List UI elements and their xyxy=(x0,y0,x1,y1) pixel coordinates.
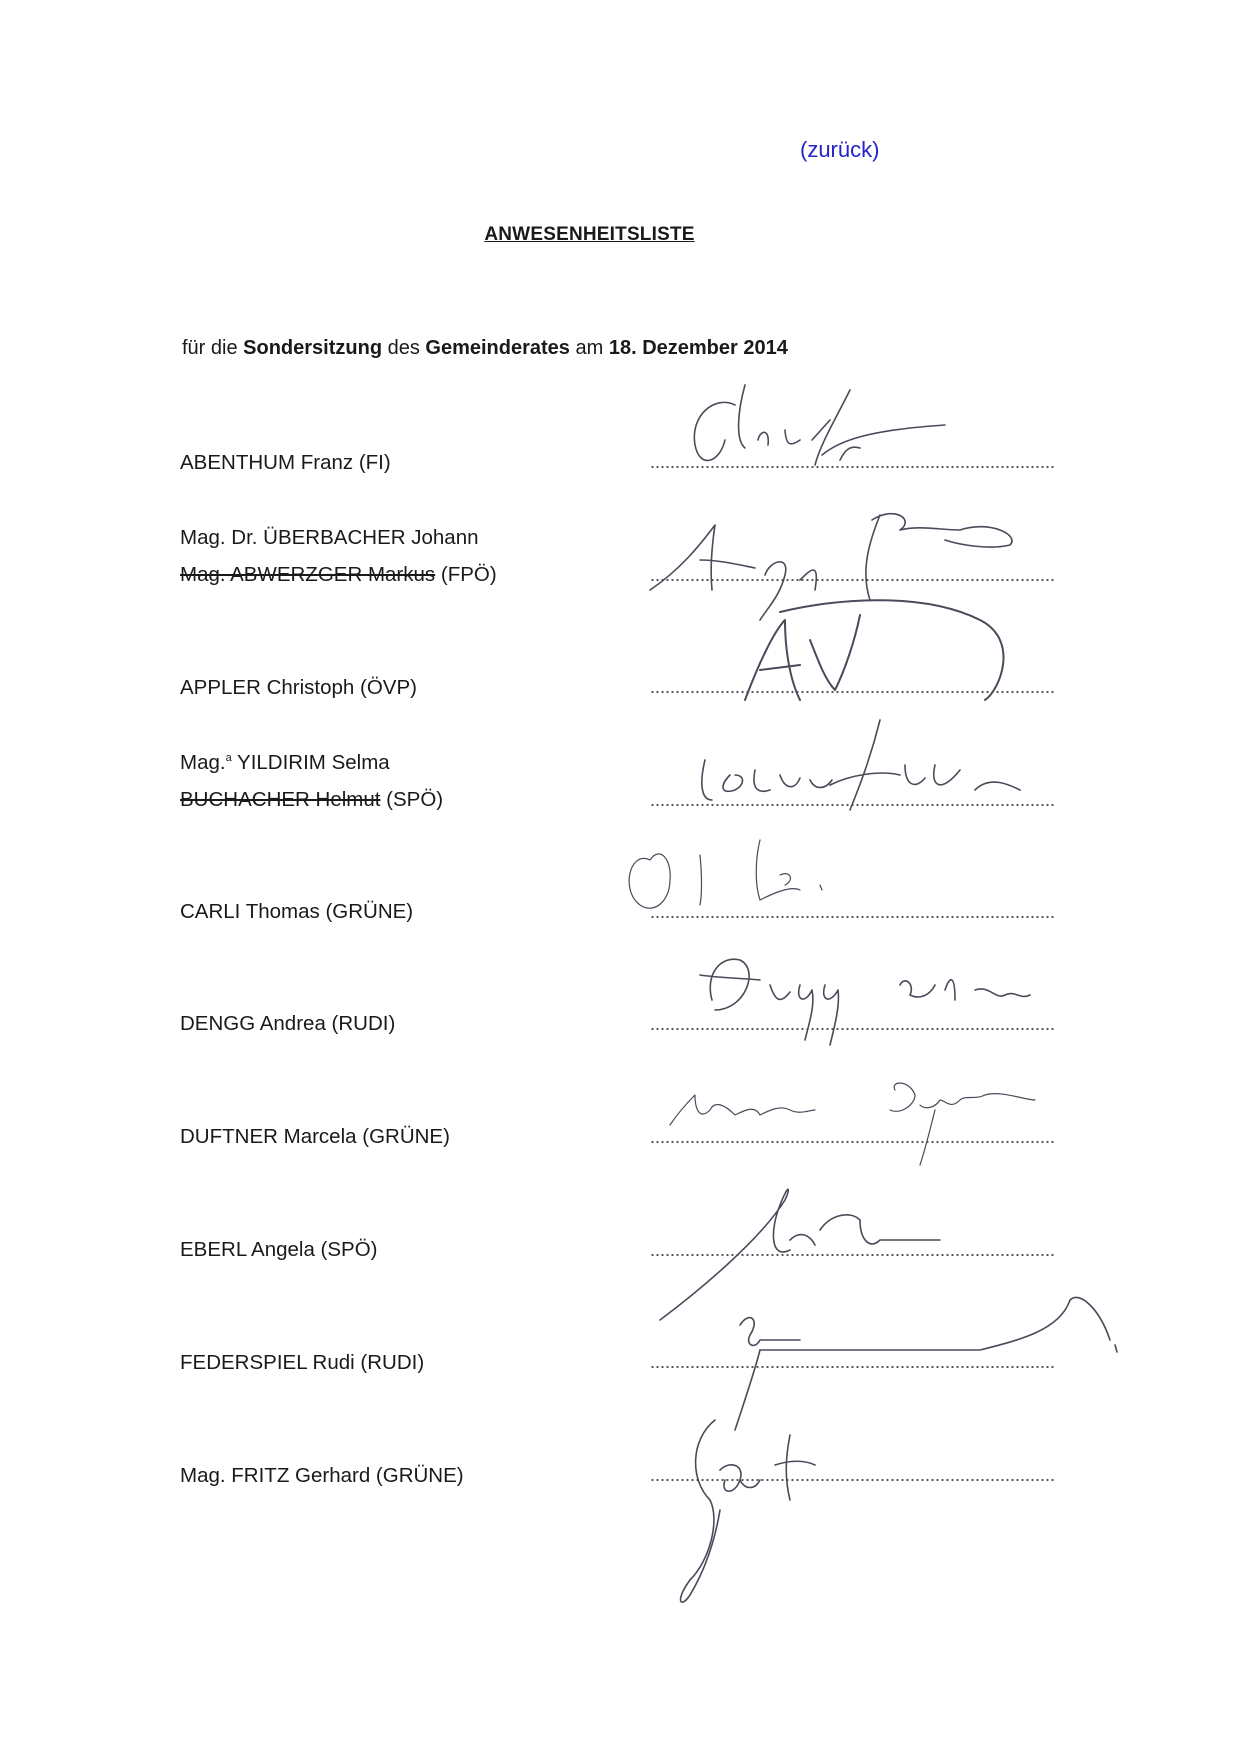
signature-appler xyxy=(745,600,1003,700)
attendee-entry xyxy=(180,519,600,593)
signature-line xyxy=(650,465,1055,469)
signature-dengg xyxy=(700,959,1030,1045)
subtitle-bold: Sondersitzung xyxy=(243,337,383,359)
signature-line xyxy=(650,1478,1055,1482)
attendee-name: ABENTHUM Franz (FI) xyxy=(180,451,391,474)
document-title-wrap xyxy=(0,224,1243,246)
attendee-entry xyxy=(180,1005,600,1042)
name-rest: YILDIRIM Selma xyxy=(231,751,390,774)
attendee-replaced-line xyxy=(180,556,600,593)
party: (FPÖ) xyxy=(435,563,497,586)
subtitle-part: des xyxy=(382,337,426,359)
subtitle-date: 18. Dezember 2014 xyxy=(608,337,788,359)
attendee-name: APPLER Christoph (ÖVP) xyxy=(180,676,417,699)
attendee-name: EBERL Angela (SPÖ) xyxy=(180,1238,378,1261)
signature-line xyxy=(650,1365,1055,1369)
signature-line xyxy=(650,1027,1055,1031)
struck-name: BUCHACHER Helmut xyxy=(180,788,381,811)
attendee-name: Mag. Dr. ÜBERBACHER Johann xyxy=(180,526,479,549)
attendee-entry xyxy=(180,669,600,706)
attendee-entry xyxy=(180,1231,600,1268)
name-title: Mag. xyxy=(180,751,226,774)
signature-fritz xyxy=(681,1420,815,1602)
signature-abenthum xyxy=(694,385,945,465)
attendee-entry xyxy=(180,1344,600,1381)
attendee-name: CARLI Thomas (GRÜNE) xyxy=(180,900,414,923)
attendee-name: Mag. FRITZ Gerhard (GRÜNE) xyxy=(180,1464,464,1487)
subtitle-bold: Gemeinderates xyxy=(425,337,570,359)
party: (SPÖ) xyxy=(380,788,444,811)
attendee-entry xyxy=(180,744,600,818)
signature-federspiel xyxy=(735,1297,1117,1430)
meeting-subtitle xyxy=(182,337,788,360)
attendee-name: DENGG Andrea (RUDI) xyxy=(180,1012,396,1035)
signature-line xyxy=(650,578,1055,582)
attendee-entry xyxy=(180,893,600,930)
attendee-entry xyxy=(180,1457,600,1494)
signature-line xyxy=(650,1253,1055,1257)
attendee-entry xyxy=(180,444,600,481)
signature-yildirim xyxy=(702,720,1020,810)
signature-ueberbacher xyxy=(650,514,1012,620)
signature-line xyxy=(650,1140,1055,1144)
signature-line xyxy=(650,690,1055,694)
signature-duftner xyxy=(670,1083,1035,1165)
attendee-name: FEDERSPIEL Rudi (RUDI) xyxy=(180,1351,425,1374)
back-link[interactable]: (zurück) xyxy=(800,137,880,162)
attendee-entry xyxy=(180,1118,600,1155)
signature-line xyxy=(650,915,1055,919)
document-title: ANWESENHEITSLISTE xyxy=(484,224,695,245)
struck-name: Mag. ABWERZGER Markus xyxy=(180,563,436,586)
signature-line xyxy=(650,803,1055,807)
attendee-replaced-line xyxy=(180,781,600,818)
signature-carli xyxy=(629,840,822,908)
name-title-sup: a xyxy=(225,752,232,765)
subtitle-part: für die xyxy=(182,337,244,359)
subtitle-part: am xyxy=(569,337,609,359)
attendee-name: DUFTNER Marcela (GRÜNE) xyxy=(180,1125,450,1148)
attendee-name xyxy=(180,744,600,781)
